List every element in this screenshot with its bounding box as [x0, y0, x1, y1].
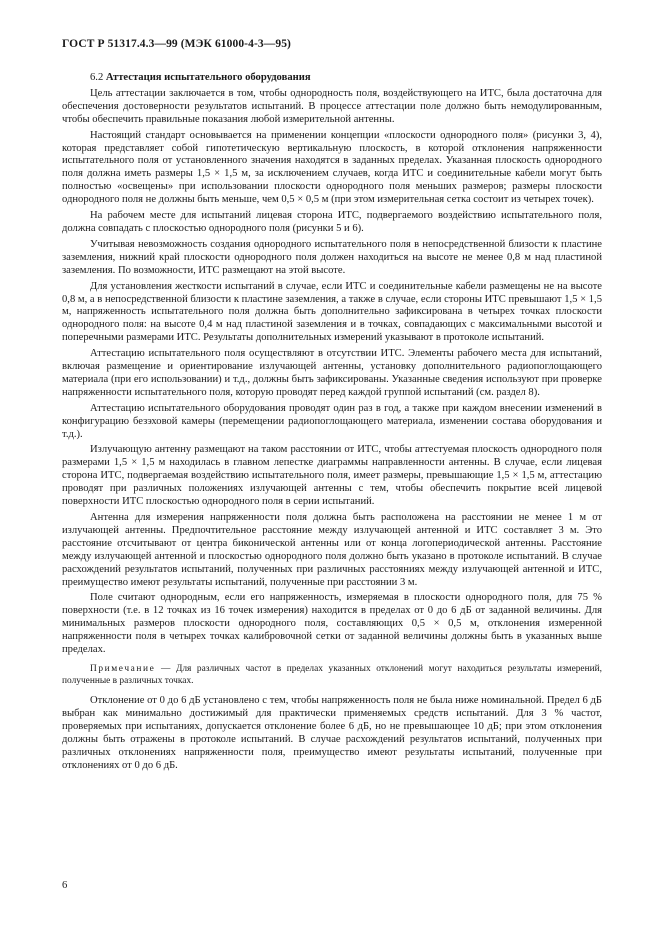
paragraph-3: На рабочем месте для испытаний лицевая сторона ИТС, подвергаемого воздействию испытательного поля, должна совпадать с плоскостью однородного поля (рисунки 5 и 6). — [62, 210, 602, 234]
paragraph-1: Цель аттестации заключается в том, чтобы однородность поля, воздействующего на ИТС, была достаточна для обеспечения достоверности результатов испытаний. В процессе аттестации поле должно быть немодулированным, чтобы обеспечить правильные показания любой измерительной антенны. — [62, 87, 602, 125]
section-heading — [62, 72, 602, 85]
paragraph-5: Для установления жесткости испытаний в случае, если ИТС и соединительные кабели размещены не на высоте 0,8 м, а в непосредственной близости к пластине заземления, а также в случае, если стороны ИТС превышают 1,5 × 1,5 м, напряженность испытательного поля должна быть дополнительно зафиксирована в четырех точках плоскости однородного поля: на высоте 0,4 м над пластиной заземления и в точках, совпадающих с максимальными высотой и поперечными размерами ИТС. Результаты дополнительных измерений указывают в протоколе испытаний. — [62, 280, 602, 344]
note — [62, 663, 602, 687]
paragraph-2: Настоящий стандарт основывается на применении концепции «плоскости однородного поля» (рисунки 3, 4), которая представляет собой гипотетическую вертикальную плоскость, в которой отклонения напряженности испытательного поля от установленного значения находятся в заданных пределах. Указанная плоскость однородного поля должна иметь размеры 1,5 × 1,5 м, за исключением случаев, когда ИТС и соединительные кабели могут быть полностью «освещены» при использовании плоскости однородного поля меньших размеров; размеры плоскости однородного поля не должны быть меньше, чем 0,5 × 0,5 м (при этом измерительная сетка состоит из четырех точек). — [62, 129, 602, 206]
document-body — [62, 72, 602, 776]
paragraph-10: Поле считают однородным, если его напряженность, измеряемая в плоскости однородного поля, для 75 % поверхности (т.е. в 12 точках из 16 точек измерения) находится в пределах от 0 до 6 дБ от заданной величины. Для минимальных размеров плоскости однородного поля, составляющих 0,5 × 0,5 м, отклонения измеренной напряженности поля в четырех точках калибровочной сетки от заданной величины должны быть в указанных выше пределах. — [62, 592, 602, 656]
note-text: — Для различных частот в пределах указанных отклонений могут находиться результаты измерений, полученные в различных точках. — [62, 663, 602, 687]
paragraph-final: Отклонение от 0 до 6 дБ установлено с тем, чтобы напряженность поля не была ниже номинальной. Предел 6 дБ выбран как минимально достижимый для практически применяемых средств испытаний. Для 3 % частот, проверяемых при испытаниях, допускается отклонение более 6 дБ, но не превышающее 10 дБ; при этом отклонения должны быть отражены в протоколе испытаний. В случае расхождений результатов испытаний, полученных при различных отклонениях напряженности поля, преимущество имеют результаты испытаний, полученные при отклонениях от 0 до 6 дБ. — [62, 695, 602, 771]
paragraph-6: Аттестацию испытательного поля осуществляют в отсутствии ИТС. Элементы рабочего места для испытаний, включая размещение и ориентирование излучающей антенны, установку дополнительного радиопоглощающего материала (при его использовании) и т.д., должны быть зафиксированы. Указанные сведения используют при проверке напряженности испытательного поля, которую проводят перед каждой группой испытаний (см. раздел 8). — [62, 348, 602, 398]
paragraph-7: Аттестацию испытательного оборудования проводят один раз в год, а также при каждом внесении изменений в конфигурацию безэховой камеры (перемещении радиопоглощающего материала, изменении состава оборудования и т.д.). — [62, 402, 602, 440]
paragraph-8: Излучающую антенну размещают на таком расстоянии от ИТС, чтобы аттестуемая плоскость однородного поля размерами 1,5 × 1,5 м находилась в главном лепестке диаграммы направленности антенны. В случае, если лицевая сторона ИТС, подвергаемая воздействию испытательного поля, имеет размеры, превышающие 1,5 × 1,5 м, аттестацию проводят при различных положениях излучающей антенны с тем, чтобы обеспечить покрытие всей лицевой поверхности ИТС плоскостью однородного поля в серии испытаний. — [62, 444, 602, 508]
paragraph-4: Учитывая невозможность создания однородного испытательного поля в непосредственной близости к пластине заземления, нижний край плоскости однородного поля должен находиться на высоте не менее 0,8 м над пластиной заземления. По возможности, ИТС размещают на этой высоте. — [62, 238, 602, 276]
paragraph-9: Антенна для измерения напряженности поля должна быть расположена на расстоянии не менее 1 м от излучающей антенны. Предпочтительное расстояние между излучающей антенной и ИТС составляет 3 м. Это расстояние отсчитывают от центра биконической антенны или от конца логопериодической антенны. Расстояние между излучающей антенной и плоскостью однородного поля должно быть указано в протоколе испытаний. В случае расхождений результатов испытаний, полученных при различных расстояниях между излучающей антенной и ИТС, преимущество имеют результаты испытаний, полученные при расстоянии 3 м. — [62, 512, 602, 588]
section-title: Аттестация испытательного оборудования — [105, 72, 311, 83]
page-number: 6 — [62, 880, 68, 891]
section-number: 6.2 — [90, 72, 104, 83]
document-header: ГОСТ Р 51317.4.3—99 (МЭК 61000-4-3—95) — [62, 38, 291, 50]
note-label: Примечание — [90, 663, 156, 674]
